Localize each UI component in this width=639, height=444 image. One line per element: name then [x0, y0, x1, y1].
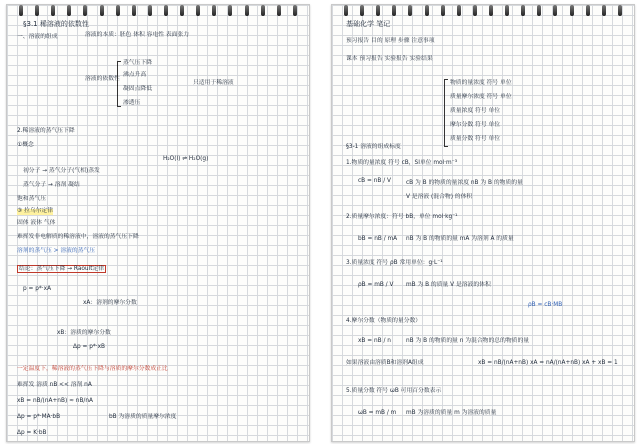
ring-icon [35, 5, 39, 16]
formula: xB = nB / n [358, 338, 391, 344]
note-line: cB 为 B 的物质的量浓度 nB 为 B 的物质的量 [406, 180, 523, 186]
formula: bB = nB / mA [358, 236, 398, 242]
ring-icon [245, 5, 249, 16]
note-line: 预习报告 目的 原理 步骤 注意事项 [346, 38, 435, 44]
note-line: 蒸气分子 → 溶剂 凝结 [23, 182, 80, 188]
ring-icon [586, 5, 590, 16]
ring-icon [293, 5, 297, 16]
note-line: 一、溶液的组成 [17, 34, 58, 40]
ring-icon [537, 5, 541, 16]
ring-icon [473, 5, 477, 16]
formula: p = p*·xA [23, 286, 52, 292]
note-line: mB 为溶质的质量 m 为溶液的质量 [406, 410, 497, 416]
ring-icon [148, 5, 152, 16]
formula: ωB = mB / m [358, 410, 397, 416]
highlighted-heading: ③ 拉乌尔定律 [17, 208, 54, 214]
formula: cB = nB / V [358, 178, 391, 184]
formula: Δp = K·bB [17, 430, 47, 436]
section-heading: §3-1 溶液的组成标度 [346, 144, 401, 150]
ring-icon [19, 5, 23, 16]
ring-icon [51, 5, 55, 16]
page-title: 基础化学 笔记 [346, 20, 391, 28]
note-line: 质量分数 符号 单位 [450, 136, 501, 142]
note-line: 5.质量分数 符号 ωB 可用百分数表示 [346, 388, 442, 394]
ring-icon [376, 5, 380, 16]
note-line: nB 为 B 的物质的量 mA 为溶剂 A 的质量 [406, 236, 514, 242]
note-line: nB 为 B 的物质的量 n 为混合物的总的物质的量 [406, 338, 530, 344]
ring-icon [196, 5, 200, 16]
ring-icon [618, 5, 622, 16]
blue-formula: ρB = cB·MB [528, 302, 563, 308]
ring-icon [228, 5, 232, 16]
right-notes [338, 21, 630, 437]
note-line: 1.物质的量浓度 符号 cB，SI单位 mol·m⁻³ [346, 160, 458, 166]
note-line: bB 为溶质的质量摩尔浓度 [109, 414, 177, 420]
note-line: 质量浓度 符号 单位 [450, 108, 501, 114]
note-line: 难挥发 溶质 nB << 溶剂 nA [17, 382, 92, 388]
formula: Δp = p*·MA·bB [17, 414, 61, 420]
note-line: 质量摩尔浓度 符号 单位 [450, 94, 512, 100]
ring-icon [570, 5, 574, 16]
ring-icon [505, 5, 509, 16]
blue-note: 溶剂的蒸气压 > 溶液的蒸气压 [17, 248, 96, 254]
note-line: H₂O(l) ⇌ H₂O(g) [163, 156, 209, 162]
ring-icon [164, 5, 168, 16]
note-line: 蒸气压下降 [123, 60, 152, 66]
spiral-binding [332, 5, 634, 17]
note-line: mB 为 B 的质量 V 是溶液的体积 [406, 282, 491, 288]
brace [117, 61, 121, 107]
note-line: 4.摩尔分数（物质的量分数） [346, 318, 422, 324]
ring-icon [457, 5, 461, 16]
note-line: 渗透压 [123, 100, 141, 106]
note-line: 3.质量浓度 符号 ρB 常用单位：g·L⁻¹ [346, 260, 443, 266]
ring-icon [277, 5, 281, 16]
note-line: 沸点升高 [123, 72, 147, 78]
note-line: 摩尔分数 符号 单位 [450, 122, 501, 128]
formula: Δp = p*·xB [73, 344, 106, 350]
note-line: 如果溶液由溶质B和溶剂A组成 [346, 360, 424, 366]
note-line: xA：溶剂的摩尔分数 [83, 300, 137, 306]
red-note: 一定温度下，稀溶液的蒸气压下降与溶质的摩尔分数成正比 [17, 366, 168, 372]
note-line: 初分子 → 蒸气分子(气相)蒸发 [23, 168, 100, 174]
ring-icon [408, 5, 412, 16]
ring-icon [261, 5, 265, 16]
ring-icon [132, 5, 136, 16]
notebook-page-right [331, 4, 635, 442]
ring-icon [360, 5, 364, 16]
note-line: V 是溶液 (混合物) 的体积 [406, 194, 473, 200]
ring-icon [344, 5, 348, 16]
section-heading: §3.1 稀溶液的依数性 [23, 20, 89, 28]
note-line: 2.稀溶液的蒸气压下降 [17, 128, 75, 134]
ring-icon [100, 5, 104, 16]
ring-icon [553, 5, 557, 16]
note-line: ①概念 [17, 142, 34, 148]
note-line: 溶液的依数性 [85, 76, 120, 82]
ring-icon [521, 5, 525, 16]
note-line: 凝固点降低 [123, 86, 152, 92]
note-line: xB：溶质的摩尔分数 [57, 330, 111, 336]
ring-icon [180, 5, 184, 16]
formula: xB = nB/(nA+nB) ≈ nB/nA [17, 398, 94, 404]
ring-icon [392, 5, 396, 16]
brace [444, 79, 448, 147]
note-line: 2.质量摩尔浓度：符号 bB，单位 mol·kg⁻¹ [346, 214, 458, 220]
spiral-binding [7, 5, 309, 17]
left-notes [13, 21, 305, 437]
note-line: 溶液的本质：胚色 体积 容电性 表面张力 [85, 32, 190, 38]
notebook-page-left [6, 4, 310, 442]
ring-icon [212, 5, 216, 16]
ring-icon [602, 5, 606, 16]
ring-icon [425, 5, 429, 16]
note-line: 只适用于稀溶液 [193, 80, 234, 86]
note-line: 固体 液体 气体 [17, 220, 56, 226]
ring-icon [67, 5, 71, 16]
ring-icon [83, 5, 87, 16]
note-line: 课本 预习报告 实验报告 实验结果 [346, 56, 433, 62]
ring-icon [489, 5, 493, 16]
note-line: 物质的量浓度 符号 单位 [450, 80, 512, 86]
formula: xB = nB/(nA+nB) xA = nA/(nA+nB) xA + xB = 1 [478, 360, 618, 366]
ring-icon [116, 5, 120, 16]
note-line: 难挥发非电解质的稀溶液中，溶液的蒸气压下降 [17, 234, 139, 240]
ring-icon [441, 5, 445, 16]
boxed-conclusion: 结论：蒸气压下降 → Raoult定律 [19, 266, 105, 272]
note-line: 饱和蒸气压 [17, 196, 46, 202]
formula: ρB = mB / V [358, 282, 394, 288]
